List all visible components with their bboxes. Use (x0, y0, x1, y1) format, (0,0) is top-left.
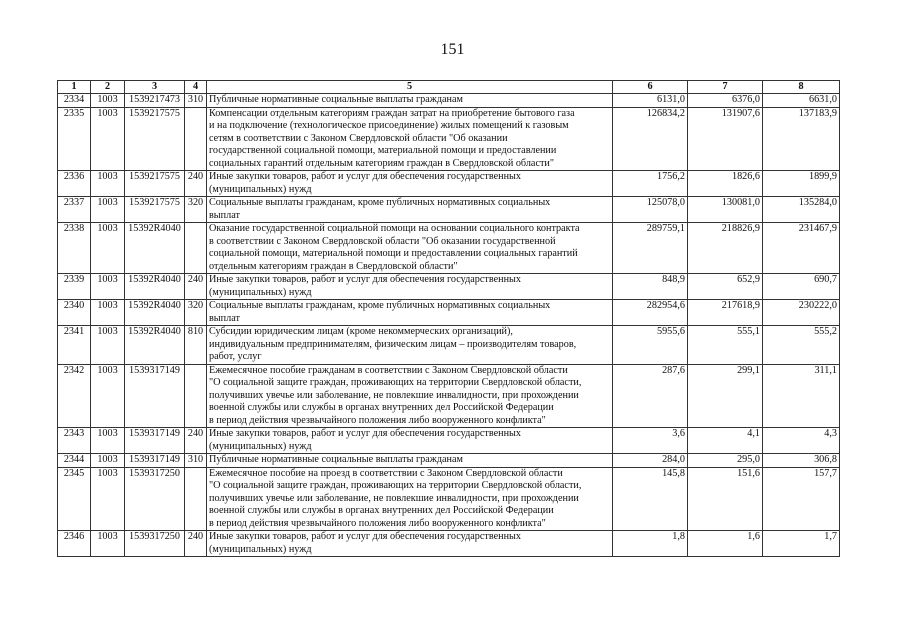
amount-col7-cell: 652,9 (688, 274, 763, 300)
table-row (58, 171, 840, 197)
expense-type-cell: 240 (185, 531, 207, 557)
expense-type-cell (185, 107, 207, 171)
amount-col7-cell: 295,0 (688, 454, 763, 468)
amount-col6-cell: 126834,2 (613, 107, 688, 171)
item-name-cell (207, 197, 613, 223)
expense-type-cell (185, 364, 207, 428)
amount-col6-cell: 6131,0 (613, 94, 688, 108)
amount-col8-cell: 690,7 (763, 274, 840, 300)
table-row (58, 223, 840, 274)
row-number-cell: 2345 (58, 467, 91, 531)
table-header (58, 81, 840, 94)
amount-col7-cell: 1826,6 (688, 171, 763, 197)
target-article-cell: 1539317149 (125, 364, 185, 428)
row-number-cell: 2337 (58, 197, 91, 223)
section-code-cell: 1003 (91, 467, 125, 531)
amount-col7-cell: 299,1 (688, 364, 763, 428)
item-name-line: Публичные нормативные социальные выплаты гражданам (209, 94, 463, 105)
expense-type-cell: 240 (185, 428, 207, 454)
amount-col6-cell: 848,9 (613, 274, 688, 300)
amount-col6-cell: 1756,2 (613, 171, 688, 197)
item-name-line: Социальные выплаты гражданам, кроме публичных нормативных социальных (209, 197, 551, 208)
amount-col8-cell: 4,3 (763, 428, 840, 454)
section-code-cell: 1003 (91, 364, 125, 428)
amount-col7-cell: 218826,9 (688, 223, 763, 274)
table-row (58, 94, 840, 108)
item-name-cell (207, 364, 613, 428)
table-row (58, 428, 840, 454)
section-code-cell: 1003 (91, 223, 125, 274)
item-name-cell (207, 94, 613, 108)
target-article-cell: 1539217575 (125, 107, 185, 171)
target-article-cell: 1539217575 (125, 171, 185, 197)
expense-type-cell: 810 (185, 326, 207, 365)
item-name-cell (207, 107, 613, 171)
row-number-cell: 2343 (58, 428, 91, 454)
expense-type-cell: 240 (185, 171, 207, 197)
item-name-line: Иные закупки товаров, работ и услуг для обеспечения государственных (209, 428, 521, 439)
amount-col8-cell: 157,7 (763, 467, 840, 531)
item-name-cell (207, 454, 613, 468)
amount-col6-cell: 5955,6 (613, 326, 688, 365)
item-name-line: Субсидии юридическим лицам (кроме некоммерческих организаций), (209, 326, 513, 337)
header-cell-8: 8 (763, 81, 840, 94)
section-code-cell: 1003 (91, 94, 125, 108)
amount-col8-cell: 230222,0 (763, 300, 840, 326)
item-name-cell (207, 326, 613, 365)
amount-col8-cell: 311,1 (763, 364, 840, 428)
row-number-cell: 2339 (58, 274, 91, 300)
item-name-line: "О социальной защите граждан, проживающих на территории Свердловской области, (209, 480, 582, 491)
amount-col6-cell: 1,8 (613, 531, 688, 557)
item-name-line: Компенсации отдельным категориям граждан затрат на приобретение бытового газа (209, 107, 575, 119)
header-cell-5: 5 (207, 81, 613, 94)
item-name-cell (207, 300, 613, 326)
table-row (58, 197, 840, 223)
item-name-line: Публичные нормативные социальные выплаты гражданам (209, 454, 463, 465)
item-name-line: в период действия чрезвычайного положения либо вооруженного конфликта" (209, 414, 546, 426)
header-cell-1: 1 (58, 81, 91, 94)
amount-col8-cell: 1899,9 (763, 171, 840, 197)
row-number-cell: 2344 (58, 454, 91, 468)
header-cell-7: 7 (688, 81, 763, 94)
expense-type-cell (185, 467, 207, 531)
amount-col7-cell: 1,6 (688, 531, 763, 557)
target-article-cell: 15392R4040 (125, 300, 185, 326)
item-name-line: (муниципальных) нужд (209, 543, 312, 555)
item-name-line: Иные закупки товаров, работ и услуг для обеспечения государственных (209, 171, 521, 182)
amount-col6-cell: 284,0 (613, 454, 688, 468)
target-article-cell: 1539317149 (125, 454, 185, 468)
item-name-line: (муниципальных) нужд (209, 286, 312, 298)
item-name-line: "О социальной защите граждан, проживающих на территории Свердловской области, (209, 377, 582, 388)
header-cell-6: 6 (613, 81, 688, 94)
expense-type-cell: 320 (185, 197, 207, 223)
amount-col7-cell: 4,1 (688, 428, 763, 454)
row-number-cell: 2336 (58, 171, 91, 197)
item-name-line: Ежемесячное пособие гражданам в соответствии с Законом Свердловской области (209, 364, 568, 376)
table-row (58, 467, 840, 531)
item-name-line: военной службы или службы в органах внутренних дел Российской Федерации (209, 505, 554, 516)
item-name-line: социальных гарантий отдельным категориям граждан в Свердловской области" (209, 157, 555, 169)
item-name-line: в период действия чрезвычайного положения либо вооруженного конфликта" (209, 517, 546, 529)
amount-col8-cell: 231467,9 (763, 223, 840, 274)
amount-col6-cell: 125078,0 (613, 197, 688, 223)
amount-col8-cell: 306,8 (763, 454, 840, 468)
row-number-cell: 2346 (58, 531, 91, 557)
amount-col7-cell: 555,1 (688, 326, 763, 365)
table-row (58, 107, 840, 171)
row-number-cell: 2335 (58, 107, 91, 171)
table-body (58, 94, 840, 557)
section-code-cell: 1003 (91, 171, 125, 197)
item-name-line: сетям в соответствии с Законом Свердловской области "Об оказании (209, 132, 508, 144)
row-number-cell: 2340 (58, 300, 91, 326)
amount-col8-cell: 135284,0 (763, 197, 840, 223)
item-name-line: (муниципальных) нужд (209, 440, 312, 452)
budget-table (57, 80, 840, 557)
item-name-cell (207, 428, 613, 454)
amount-col6-cell: 287,6 (613, 364, 688, 428)
amount-col7-cell: 151,6 (688, 467, 763, 531)
item-name-line: Иные закупки товаров, работ и услуг для обеспечения государственных (209, 531, 521, 542)
item-name-cell (207, 223, 613, 274)
target-article-cell: 15392R4040 (125, 223, 185, 274)
item-name-line: (муниципальных) нужд (209, 183, 312, 195)
section-code-cell: 1003 (91, 326, 125, 365)
amount-col8-cell: 6631,0 (763, 94, 840, 108)
item-name-cell (207, 531, 613, 557)
amount-col8-cell: 1,7 (763, 531, 840, 557)
header-row (58, 81, 840, 94)
target-article-cell: 1539317149 (125, 428, 185, 454)
header-cell-4: 4 (185, 81, 207, 94)
section-code-cell: 1003 (91, 197, 125, 223)
header-cell-3: 3 (125, 81, 185, 94)
item-name-line: получивших увечье или заболевание, не повлекшие инвалидности, при прохождении (209, 492, 579, 504)
item-name-cell (207, 171, 613, 197)
item-name-line: в соответствии с Законом Свердловской области "Об оказании государственной (209, 235, 556, 247)
amount-col7-cell: 6376,0 (688, 94, 763, 108)
row-number-cell: 2341 (58, 326, 91, 365)
table-row (58, 326, 840, 365)
amount-col7-cell: 217618,9 (688, 300, 763, 326)
item-name-line: работ, услуг (209, 351, 262, 362)
section-code-cell: 1003 (91, 300, 125, 326)
target-article-cell: 15392R4040 (125, 274, 185, 300)
target-article-cell: 15392R4040 (125, 326, 185, 365)
target-article-cell: 1539217473 (125, 94, 185, 108)
amount-col8-cell: 555,2 (763, 326, 840, 365)
section-code-cell: 1003 (91, 107, 125, 171)
item-name-line: выплат (209, 209, 240, 221)
target-article-cell: 1539317250 (125, 531, 185, 557)
item-name-line: отдельным категориям граждан в Свердловской области" (209, 260, 458, 272)
expense-type-cell: 320 (185, 300, 207, 326)
item-name-line: Оказание государственной социальной помощи на основании социального контракта (209, 223, 580, 234)
table-row (58, 454, 840, 468)
header-cell-2: 2 (91, 81, 125, 94)
item-name-cell (207, 274, 613, 300)
section-code-cell: 1003 (91, 454, 125, 468)
target-article-cell: 1539217575 (125, 197, 185, 223)
item-name-line: Социальные выплаты гражданам, кроме публичных нормативных социальных (209, 300, 551, 311)
item-name-line: индивидуальным предпринимателям, физическим лицам – производителям товаров, (209, 338, 577, 350)
section-code-cell: 1003 (91, 274, 125, 300)
section-code-cell: 1003 (91, 428, 125, 454)
item-name-line: социальной помощи, материальной помощи и предоставлении социальных гарантий (209, 248, 578, 259)
amount-col6-cell: 3,6 (613, 428, 688, 454)
target-article-cell: 1539317250 (125, 467, 185, 531)
expense-type-cell (185, 223, 207, 274)
expense-type-cell: 310 (185, 454, 207, 468)
item-name-line: Иные закупки товаров, работ и услуг для обеспечения государственных (209, 274, 521, 285)
item-name-line: государственной социальной помощи, материальной помощи и предоставлении (209, 145, 557, 156)
table-row (58, 364, 840, 428)
row-number-cell: 2342 (58, 364, 91, 428)
page-number: 151 (440, 41, 465, 58)
amount-col6-cell: 145,8 (613, 467, 688, 531)
item-name-line: получивших увечье или заболевание, не повлекшие инвалидности, при прохождении (209, 389, 579, 401)
table-row (58, 531, 840, 557)
row-number-cell: 2338 (58, 223, 91, 274)
item-name-line: Ежемесячное пособие на проезд в соответствии с Законом Свердловской области (209, 467, 563, 479)
item-name-line: выплат (209, 312, 240, 324)
table-row (58, 300, 840, 326)
amount-col8-cell: 137183,9 (763, 107, 840, 171)
expense-type-cell: 240 (185, 274, 207, 300)
amount-col7-cell: 131907,6 (688, 107, 763, 171)
table-row (58, 274, 840, 300)
amount-col7-cell: 130081,0 (688, 197, 763, 223)
item-name-cell (207, 467, 613, 531)
item-name-line: и на подключение (технологическое присоединение) жилых помещений к газовым (209, 120, 569, 131)
section-code-cell: 1003 (91, 531, 125, 557)
row-number-cell: 2334 (58, 94, 91, 108)
amount-col6-cell: 289759,1 (613, 223, 688, 274)
item-name-line: военной службы или службы в органах внутренних дел Российской Федерации (209, 402, 554, 413)
expense-type-cell: 310 (185, 94, 207, 108)
amount-col6-cell: 282954,6 (613, 300, 688, 326)
